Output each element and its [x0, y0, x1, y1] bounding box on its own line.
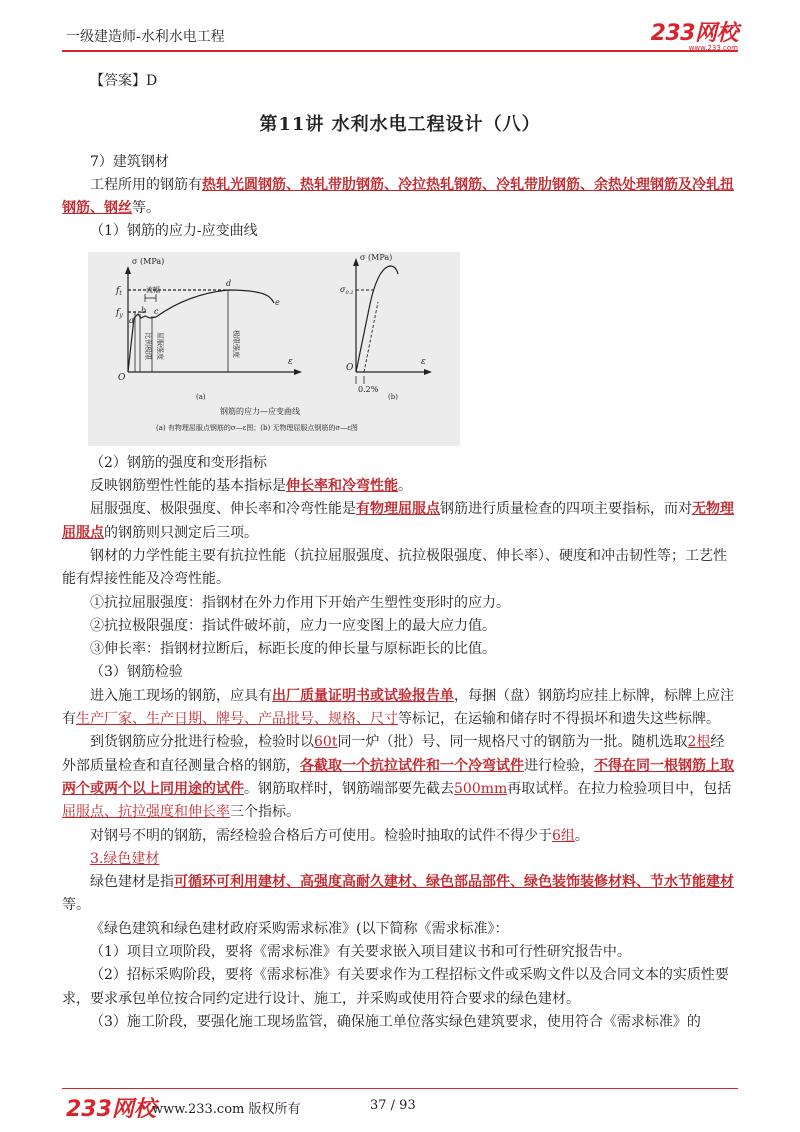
- header-divider: [62, 50, 738, 52]
- a-ultimate-label: 极限强度: [232, 329, 240, 358]
- a-prop-limit-label: 比例极限: [144, 331, 152, 360]
- b-y-label: σ (MPa): [360, 252, 393, 262]
- paragraph: 《绿色建筑和绿色建材政府采购需求标准》(以下简称《需求标准》：: [90, 920, 509, 937]
- lesson-title: 第11讲 水利水电工程设计（八）: [259, 114, 541, 136]
- figure-subcaption: (a) 有物理屈服点钢筋的σ—ε图；(b) 无物理屈服点钢筋的σ—ε图: [156, 423, 358, 432]
- a-flow-label: 流幅: [146, 285, 160, 294]
- paragraph: 进入施工现场的钢筋，应具有出厂质量证明书或试验报告单，每捆（盘）钢筋均应挂上标牌，标牌上应注有生产厂家、生产日期、牌号、产品批号、规格、尺寸等标记，在运输和储存时不得损坏和遗失这些标牌。: [62, 687, 734, 728]
- section-heading: 3.绿色建材: [90, 850, 160, 867]
- paragraph: 对钢号不明的钢筋，需经检验合格后方可使用。检验时抽取的试件不得少于6组。: [90, 827, 589, 844]
- a-yield-label: 屈服强度: [156, 331, 164, 360]
- paragraph: 反映钢筋塑性性能的基本指标是伸长率和冷弯性能。: [90, 478, 412, 495]
- a-y-label: σ (MPa): [132, 256, 165, 266]
- b-curve: [356, 266, 398, 372]
- footer-logo[interactable]: 233网校: [66, 1097, 156, 1122]
- logo-url: www.233.com: [688, 44, 738, 52]
- answer-line: 【答案】D: [90, 73, 158, 89]
- a-point-e: e: [275, 297, 280, 307]
- paragraph: 到货钢筋应分批进行检验，检验时以60t同一炉（批）号、同一规格尺寸的钢筋为一批。随机选取2根经外部质量检查和直径测量合格的钢筋，各截取一个抗拉试件和一个冷弯试件进行检验，不得在同一根钢筋上取两个或两个以上同用途的试件。钢筋取样时，钢筋端部要先截去500mm再取试样。在拉力检验项目中，包括屈服点、抗拉强度和伸长率三个指标。: [62, 734, 734, 821]
- footer-divider: [62, 1088, 738, 1089]
- document-body: [62, 70, 738, 1034]
- stress-strain-figure: [88, 252, 460, 446]
- list-item: ①抗拉屈服强度：指钢材在外力作用下开始产生塑性变形时的应力。: [90, 594, 510, 611]
- list-item: ②抗拉极限强度：指试件破坏前，应力一应变图上的最大应力值。: [90, 617, 496, 634]
- list-item: ③伸长率：指钢材拉断后，标距长度的伸长量与原标距长的比值。: [90, 641, 496, 658]
- a-point-c: c: [154, 306, 159, 316]
- page-number: 37 / 93: [370, 1098, 416, 1113]
- figure-caption: 钢筋的应力—应变曲线: [220, 406, 300, 416]
- logo-text: 233网校: [650, 21, 738, 46]
- a-hardening-curve: [156, 290, 268, 317]
- a-fu-label: $f_t$: [116, 285, 122, 297]
- paragraph: 绿色建材是指可循环可利用建材、高强度高耐久建材、绿色部品部件、绿色装饰装修材料、节水节能建材等。: [62, 874, 734, 914]
- a-origin: O: [118, 372, 126, 383]
- paragraph: 钢材的力学性能主要有抗拉性能（抗拉屈服强度、抗拉极限强度、伸长率）、硬度和冲击韧性等；工艺性能有焊接性能及冷弯性能。: [62, 547, 727, 588]
- subsection-heading: （1）钢筋的应力-应变曲线: [90, 223, 258, 240]
- subsection-heading: （3）钢筋检验: [90, 664, 183, 681]
- a-point-b: b: [141, 305, 147, 315]
- paragraph: （1）项目立项阶段，要将《需求标准》有关要求嵌入项目建议书和可行性研究报告中。: [90, 944, 631, 961]
- paragraph: （3）施工阶段，要强化施工现场监管，确保施工单位落实绿色建筑要求，使用符合《需求标准》的: [90, 1013, 701, 1030]
- subsection-heading: （2）钢筋的强度和变形指标: [90, 454, 267, 471]
- paragraph: 屈服强度、极限强度、伸长率和冷弯性能是有物理屈服点钢筋进行质量检查的四项主要指标，而对无物理屈服点的钢筋则只测定后三项。: [62, 501, 734, 541]
- b-x-label: ε: [421, 356, 426, 367]
- paragraph: （2）招标采购阶段，要将《需求标准》有关要求作为工程招标文件或采购文件以及合同文本的实质性要求，要求承包单位按合同约定进行设计、施工，并采购或使用符合要求的绿色建材。: [62, 967, 729, 1007]
- a-x-label: ε: [288, 356, 293, 367]
- a-point-a: a: [129, 315, 134, 325]
- b-caption: (b): [388, 392, 398, 401]
- brand-logo[interactable]: [651, 16, 738, 52]
- footer-site: www.233.com 版权所有: [152, 1102, 301, 1117]
- a-caption: (a): [196, 392, 206, 401]
- header-title: 一级建造师-水利水电工程: [66, 29, 225, 45]
- b-offset-label: 0.2%: [358, 384, 379, 394]
- a-fy-label: $f_y$: [116, 307, 123, 319]
- a-point-d: d: [226, 278, 232, 288]
- a-necking-curve: [268, 296, 274, 303]
- section-heading: 7）建筑钢材: [90, 153, 169, 170]
- stress-strain-diagram: [88, 252, 460, 446]
- b-sigma-label: $\sigma_{0.2}$: [340, 284, 354, 296]
- paragraph: 工程所用的钢筋有热轧光圆钢筋、热轧带肋钢筋、冷拉热轧钢筋、冷轧带肋钢筋、余热处理钢筋及冷轧扭钢筋、钢丝等。: [62, 176, 734, 217]
- b-origin: O: [346, 362, 354, 373]
